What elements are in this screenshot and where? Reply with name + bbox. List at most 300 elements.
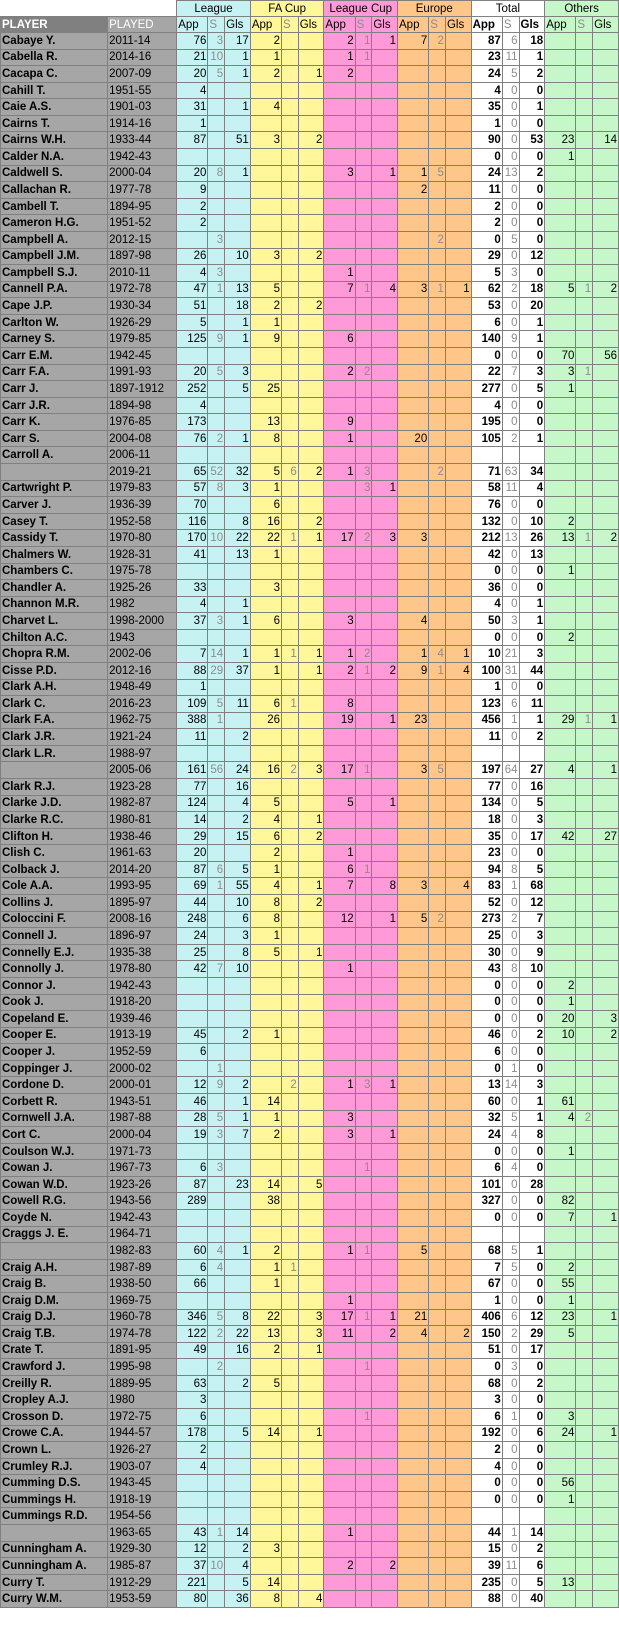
- league-app-cell: 63: [177, 1375, 208, 1392]
- league-app-cell: 49: [177, 1342, 208, 1359]
- others-goals-cell: [593, 1541, 619, 1558]
- europe-goals-cell: [445, 1591, 471, 1608]
- league-goals-cell: 18: [225, 298, 251, 315]
- europe-goals-cell: [445, 182, 471, 199]
- league-sub-cell: [208, 1193, 225, 1210]
- europe-sub-cell: [429, 977, 446, 994]
- total-sub-cell: [502, 447, 519, 464]
- others-goals-cell: [593, 1392, 619, 1409]
- table-row: [1, 1458, 619, 1475]
- league-app-cell: 4: [177, 82, 208, 99]
- leaguecup-app-cell: [324, 1442, 355, 1459]
- player-name-cell: Cairns T.: [1, 115, 108, 132]
- table-row: [1, 911, 619, 928]
- league-goals-cell: 8: [225, 944, 251, 961]
- europe-sub-cell: [429, 397, 446, 414]
- europe-app-cell: [398, 679, 429, 696]
- leaguecup-app-cell: [324, 99, 355, 116]
- leaguecup-goals-cell: [372, 364, 398, 381]
- total-sub-cell: 0: [502, 895, 519, 912]
- others-sub-cell: [576, 1011, 593, 1028]
- played-years-cell: 2011-14: [108, 33, 177, 50]
- facup-sub-cell: [282, 1558, 299, 1575]
- others-goals-cell: [593, 298, 619, 315]
- facup-goals-cell: 1: [298, 878, 324, 895]
- league-goals-cell: 2: [225, 729, 251, 746]
- europe-app-cell: [398, 845, 429, 862]
- played-years-cell: 1979-85: [108, 331, 177, 348]
- europe-goals-cell: [445, 613, 471, 630]
- table-row: [1, 1375, 619, 1392]
- others-goals-cell: [593, 878, 619, 895]
- leaguecup-goals-cell: [372, 1210, 398, 1227]
- player-name-cell: Clarke J.D.: [1, 795, 108, 812]
- others-app-cell: [545, 878, 576, 895]
- facup-sub-cell: [282, 165, 299, 182]
- europe-goals-cell: [445, 911, 471, 928]
- played-years-cell: 1914-16: [108, 115, 177, 132]
- league-sub-cell: [208, 977, 225, 994]
- others-goals-cell: [593, 745, 619, 762]
- table-row: [1, 1226, 619, 1243]
- total-goals-cell: 1: [519, 596, 545, 613]
- league-app-cell: [177, 1226, 208, 1243]
- total-sub-cell: 0: [502, 149, 519, 166]
- total-sub-cell: 0: [502, 347, 519, 364]
- leaguecup-goals-cell: 1: [372, 165, 398, 182]
- total-goals-cell: 2: [519, 165, 545, 182]
- table-row: [1, 480, 619, 497]
- others-app-cell: [545, 812, 576, 829]
- others-goals-cell: [593, 1292, 619, 1309]
- total-goals-cell: 40: [519, 1591, 545, 1608]
- league-app-cell: 221: [177, 1574, 208, 1591]
- total-app-cell: 51: [471, 1342, 502, 1359]
- europe-goals-cell: [445, 1044, 471, 1061]
- player-name-cell: Cahill T.: [1, 82, 108, 99]
- facup-goals-cell: [298, 1442, 324, 1459]
- facup-app-cell: 1: [250, 861, 281, 878]
- league-sub-cell: [208, 928, 225, 945]
- total-app-cell: 0: [471, 1011, 502, 1028]
- total-app-cell: 6: [471, 1044, 502, 1061]
- europe-app-cell: [398, 1027, 429, 1044]
- played-years-cell: 1942-43: [108, 977, 177, 994]
- league-goals-cell: 1: [225, 331, 251, 348]
- facup-goals-cell: [298, 712, 324, 729]
- col-header-facup-sub: S: [282, 17, 299, 33]
- others-sub-cell: [576, 314, 593, 331]
- europe-sub-cell: [429, 66, 446, 83]
- others-goals-cell: [593, 596, 619, 613]
- facup-sub-cell: [282, 99, 299, 116]
- league-sub-cell: [208, 795, 225, 812]
- others-goals-cell: [593, 563, 619, 580]
- player-name-cell: Creilly R.: [1, 1375, 108, 1392]
- europe-goals-cell: [445, 1292, 471, 1309]
- league-app-cell: [177, 231, 208, 248]
- total-sub-cell: 0: [502, 795, 519, 812]
- others-sub-cell: [576, 596, 593, 613]
- others-app-cell: 1: [545, 1491, 576, 1508]
- europe-sub-cell: [429, 812, 446, 829]
- leaguecup-app-cell: [324, 580, 355, 597]
- total-sub-cell: 1: [502, 1525, 519, 1542]
- europe-app-cell: [398, 1176, 429, 1193]
- facup-sub-cell: [282, 729, 299, 746]
- played-years-cell: 1912-29: [108, 1574, 177, 1591]
- league-goals-cell: 51: [225, 132, 251, 149]
- others-sub-cell: [576, 1160, 593, 1177]
- leaguecup-sub-cell: 3: [355, 480, 372, 497]
- league-app-cell: 87: [177, 861, 208, 878]
- others-goals-cell: [593, 165, 619, 182]
- others-goals-cell: [593, 861, 619, 878]
- europe-app-cell: 7: [398, 33, 429, 50]
- europe-sub-cell: [429, 497, 446, 514]
- table-row: [1, 464, 619, 481]
- facup-goals-cell: [298, 381, 324, 398]
- leaguecup-goals-cell: 2: [372, 662, 398, 679]
- others-app-cell: [545, 215, 576, 232]
- facup-sub-cell: 1: [282, 646, 299, 663]
- leaguecup-sub-cell: 1: [355, 49, 372, 66]
- facup-goals-cell: 3: [298, 762, 324, 779]
- table-row: [1, 165, 619, 182]
- played-years-cell: 1952-58: [108, 513, 177, 530]
- others-goals-cell: 1: [593, 712, 619, 729]
- player-name-cell: Campbell A.: [1, 231, 108, 248]
- total-sub-cell: 0: [502, 580, 519, 597]
- europe-app-cell: [398, 1077, 429, 1094]
- europe-sub-cell: [429, 182, 446, 199]
- played-years-cell: 2004-08: [108, 430, 177, 447]
- league-goals-cell: 1: [225, 1243, 251, 1260]
- player-name-cell: Cowan J.: [1, 1160, 108, 1177]
- total-app-cell: 87: [471, 33, 502, 50]
- facup-sub-cell: [282, 944, 299, 961]
- others-app-cell: 2: [545, 1259, 576, 1276]
- leaguecup-sub-cell: [355, 347, 372, 364]
- total-goals-cell: 68: [519, 878, 545, 895]
- others-app-cell: [545, 33, 576, 50]
- leaguecup-sub-cell: 2: [355, 364, 372, 381]
- player-name-cell: Carr E.M.: [1, 347, 108, 364]
- player-name-cell: Clark L.R.: [1, 745, 108, 762]
- leaguecup-goals-cell: [372, 1011, 398, 1028]
- facup-goals-cell: [298, 961, 324, 978]
- league-sub-cell: 10: [208, 1558, 225, 1575]
- league-sub-cell: 3: [208, 613, 225, 630]
- others-sub-cell: [576, 696, 593, 713]
- facup-sub-cell: [282, 613, 299, 630]
- others-sub-cell: [576, 33, 593, 50]
- total-sub-cell: [502, 1226, 519, 1243]
- player-name-cell: Copeland E.: [1, 1011, 108, 1028]
- player-name-cell: Cummings H.: [1, 1491, 108, 1508]
- facup-app-cell: 14: [250, 1176, 281, 1193]
- europe-sub-cell: 2: [429, 464, 446, 481]
- facup-goals-cell: [298, 629, 324, 646]
- leaguecup-app-cell: [324, 1226, 355, 1243]
- table-row: [1, 447, 619, 464]
- others-app-cell: 5: [545, 1326, 576, 1343]
- europe-sub-cell: [429, 895, 446, 912]
- others-sub-cell: [576, 1442, 593, 1459]
- facup-app-cell: 25: [250, 381, 281, 398]
- others-app-cell: [545, 696, 576, 713]
- europe-sub-cell: [429, 347, 446, 364]
- leaguecup-app-cell: [324, 779, 355, 796]
- leaguecup-app-cell: [324, 1210, 355, 1227]
- others-goals-cell: [593, 364, 619, 381]
- leaguecup-goals-cell: [372, 646, 398, 663]
- table-row: [1, 248, 619, 265]
- facup-app-cell: 6: [250, 828, 281, 845]
- total-goals-cell: 0: [519, 1259, 545, 1276]
- others-app-cell: [545, 1243, 576, 1260]
- leaguecup-sub-cell: [355, 596, 372, 613]
- others-app-cell: [545, 447, 576, 464]
- facup-goals-cell: [298, 1475, 324, 1492]
- col-header-total-goals: Gls: [519, 17, 545, 33]
- league-app-cell: 42: [177, 961, 208, 978]
- league-sub-cell: 4: [208, 1243, 225, 1260]
- others-sub-cell: [576, 248, 593, 265]
- others-sub-cell: 1: [576, 530, 593, 547]
- leaguecup-goals-cell: [372, 298, 398, 315]
- europe-goals-cell: 4: [445, 662, 471, 679]
- leaguecup-goals-cell: [372, 215, 398, 232]
- league-app-cell: [177, 447, 208, 464]
- played-years-cell: 1978-80: [108, 961, 177, 978]
- europe-goals-cell: [445, 712, 471, 729]
- europe-goals-cell: [445, 696, 471, 713]
- facup-sub-cell: [282, 1243, 299, 1260]
- leaguecup-sub-cell: [355, 878, 372, 895]
- facup-app-cell: [250, 1359, 281, 1376]
- league-goals-cell: [225, 580, 251, 597]
- league-app-cell: 116: [177, 513, 208, 530]
- others-sub-cell: [576, 1309, 593, 1326]
- europe-goals-cell: [445, 928, 471, 945]
- europe-app-cell: [398, 563, 429, 580]
- others-sub-cell: [576, 762, 593, 779]
- leaguecup-goals-cell: [372, 1044, 398, 1061]
- total-sub-cell: 0: [502, 248, 519, 265]
- others-goals-cell: [593, 812, 619, 829]
- facup-sub-cell: [282, 231, 299, 248]
- leaguecup-app-cell: [324, 1408, 355, 1425]
- others-sub-cell: [576, 944, 593, 961]
- total-app-cell: 3: [471, 1392, 502, 1409]
- others-app-cell: 23: [545, 132, 576, 149]
- league-goals-cell: 2: [225, 1375, 251, 1392]
- leaguecup-app-cell: [324, 1508, 355, 1525]
- player-name-cell: Cort C.: [1, 1127, 108, 1144]
- player-name-cell: Carney S.: [1, 331, 108, 348]
- player-name-cell: Crate T.: [1, 1342, 108, 1359]
- player-name-cell: Cartwright P.: [1, 480, 108, 497]
- leaguecup-sub-cell: 1: [355, 33, 372, 50]
- table-row: [1, 33, 619, 50]
- facup-sub-cell: 1: [282, 530, 299, 547]
- total-app-cell: 11: [471, 729, 502, 746]
- player-name-cell: Coulson W.J.: [1, 1143, 108, 1160]
- europe-sub-cell: [429, 1508, 446, 1525]
- europe-app-cell: 5: [398, 911, 429, 928]
- facup-sub-cell: [282, 580, 299, 597]
- total-goals-cell: 0: [519, 82, 545, 99]
- facup-app-cell: 8: [250, 895, 281, 912]
- total-sub-cell: 0: [502, 1143, 519, 1160]
- facup-sub-cell: [282, 1276, 299, 1293]
- facup-goals-cell: [298, 281, 324, 298]
- total-goals-cell: 0: [519, 1292, 545, 1309]
- facup-app-cell: 1: [250, 49, 281, 66]
- played-years-cell: 1951-52: [108, 215, 177, 232]
- league-sub-cell: [208, 1591, 225, 1608]
- total-sub-cell: 0: [502, 944, 519, 961]
- league-sub-cell: [208, 314, 225, 331]
- total-sub-cell: 0: [502, 1176, 519, 1193]
- others-goals-cell: [593, 646, 619, 663]
- europe-app-cell: [398, 729, 429, 746]
- facup-goals-cell: 4: [298, 1591, 324, 1608]
- others-sub-cell: [576, 1243, 593, 1260]
- total-goals-cell: 0: [519, 977, 545, 994]
- leaguecup-app-cell: [324, 729, 355, 746]
- facup-goals-cell: [298, 1359, 324, 1376]
- leaguecup-goals-cell: [372, 895, 398, 912]
- total-goals-cell: 10: [519, 513, 545, 530]
- column-header-row: [1, 17, 619, 33]
- league-sub-cell: 9: [208, 331, 225, 348]
- league-app-cell: 44: [177, 895, 208, 912]
- others-app-cell: [545, 82, 576, 99]
- europe-app-cell: [398, 580, 429, 597]
- europe-sub-cell: [429, 1342, 446, 1359]
- others-app-cell: [545, 248, 576, 265]
- facup-app-cell: 5: [250, 464, 281, 481]
- total-app-cell: 0: [471, 1359, 502, 1376]
- leaguecup-goals-cell: [372, 1143, 398, 1160]
- facup-sub-cell: [282, 66, 299, 83]
- europe-sub-cell: [429, 1094, 446, 1111]
- league-goals-cell: [225, 497, 251, 514]
- total-goals-cell: 2: [519, 1375, 545, 1392]
- table-row: [1, 563, 619, 580]
- total-goals-cell: 0: [519, 1060, 545, 1077]
- leaguecup-goals-cell: [372, 447, 398, 464]
- total-sub-cell: 3: [502, 613, 519, 630]
- others-sub-cell: [576, 1027, 593, 1044]
- total-goals-cell: 0: [519, 1491, 545, 1508]
- others-goals-cell: [593, 1491, 619, 1508]
- europe-app-cell: [398, 364, 429, 381]
- europe-sub-cell: [429, 1541, 446, 1558]
- leaguecup-app-cell: [324, 895, 355, 912]
- others-app-cell: 1: [545, 381, 576, 398]
- facup-sub-cell: [282, 563, 299, 580]
- europe-goals-cell: [445, 248, 471, 265]
- leaguecup-app-cell: [324, 497, 355, 514]
- others-sub-cell: [576, 994, 593, 1011]
- europe-goals-cell: [445, 1475, 471, 1492]
- league-sub-cell: 2: [208, 430, 225, 447]
- others-app-cell: [545, 1127, 576, 1144]
- total-goals-cell: 12: [519, 895, 545, 912]
- total-app-cell: 0: [471, 1491, 502, 1508]
- table-row: [1, 1442, 619, 1459]
- facup-goals-cell: [298, 198, 324, 215]
- europe-app-cell: [398, 1210, 429, 1227]
- table-row: [1, 513, 619, 530]
- total-app-cell: 88: [471, 1591, 502, 1608]
- total-sub-cell: 0: [502, 99, 519, 116]
- others-goals-cell: [593, 1558, 619, 1575]
- total-sub-cell: 1: [502, 878, 519, 895]
- player-name-cell: Craggs J. E.: [1, 1226, 108, 1243]
- total-app-cell: 2: [471, 1442, 502, 1459]
- player-name-cell: Crumley R.J.: [1, 1458, 108, 1475]
- facup-goals-cell: [298, 414, 324, 431]
- played-years-cell: 2000-02: [108, 1060, 177, 1077]
- others-app-cell: [545, 99, 576, 116]
- league-app-cell: 109: [177, 696, 208, 713]
- total-sub-cell: 4: [502, 1160, 519, 1177]
- others-app-cell: 24: [545, 1425, 576, 1442]
- europe-sub-cell: [429, 546, 446, 563]
- player-name-cell: Charvet L.: [1, 613, 108, 630]
- player-name-cell: Cummings R.D.: [1, 1508, 108, 1525]
- league-app-cell: 6: [177, 1259, 208, 1276]
- leaguecup-sub-cell: 2: [355, 530, 372, 547]
- total-goals-cell: 0: [519, 1442, 545, 1459]
- leaguecup-goals-cell: [372, 198, 398, 215]
- facup-app-cell: 3: [250, 1541, 281, 1558]
- others-app-cell: [545, 1226, 576, 1243]
- total-app-cell: 36: [471, 580, 502, 597]
- others-app-cell: 1: [545, 563, 576, 580]
- table-row: [1, 1541, 619, 1558]
- leaguecup-app-cell: [324, 828, 355, 845]
- total-app-cell: 29: [471, 248, 502, 265]
- others-sub-cell: [576, 99, 593, 116]
- others-sub-cell: [576, 1276, 593, 1293]
- others-app-cell: [545, 944, 576, 961]
- league-goals-cell: [225, 1160, 251, 1177]
- total-goals-cell: 0: [519, 845, 545, 862]
- total-app-cell: 50: [471, 613, 502, 630]
- league-goals-cell: 5: [225, 1425, 251, 1442]
- others-app-cell: [545, 314, 576, 331]
- others-goals-cell: [593, 447, 619, 464]
- facup-app-cell: 22: [250, 1309, 281, 1326]
- europe-app-cell: [398, 480, 429, 497]
- facup-goals-cell: [298, 1160, 324, 1177]
- table-row: [1, 861, 619, 878]
- league-goals-cell: [225, 397, 251, 414]
- table-row: [1, 132, 619, 149]
- league-sub-cell: 10: [208, 49, 225, 66]
- table-row: [1, 1491, 619, 1508]
- others-sub-cell: [576, 1525, 593, 1542]
- total-app-cell: 0: [471, 231, 502, 248]
- europe-goals-cell: [445, 347, 471, 364]
- others-goals-cell: [593, 1259, 619, 1276]
- leaguecup-sub-cell: [355, 314, 372, 331]
